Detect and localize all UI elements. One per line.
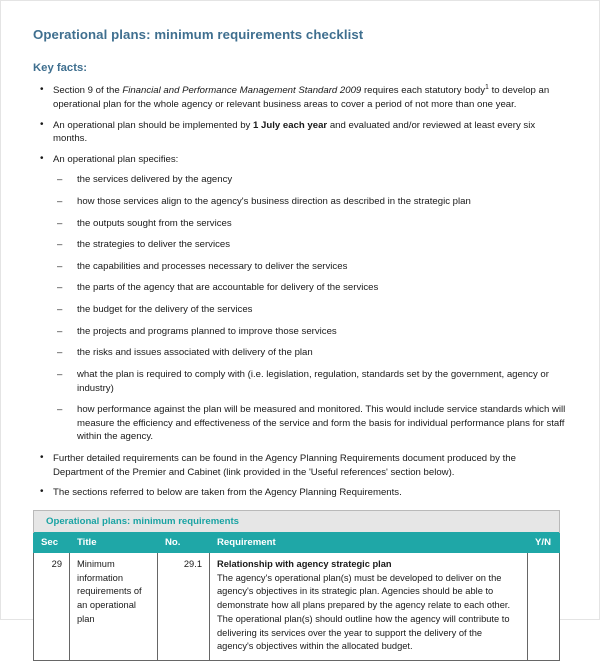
- key-fact-bullet-1: [33, 84, 567, 111]
- list-item: – how those services align to the agency's business direction as described in the strategic plan: [55, 195, 567, 209]
- footnote-marker-1: 1: [485, 84, 489, 92]
- list-item: – how performance against the plan will be measured and monitored. This would include service standards which will measure the efficiency and effectiveness of the service and form the basis for individual performance plans for staff within the agency.: [55, 403, 567, 444]
- column-header-no: No.: [158, 532, 210, 552]
- requirement-paragraph-1: The agency's operational plan(s) must be developed to deliver on the agency's objectives in its strategic plan. Agencies should be able to demonstrate how all plans prepared by the agency relate to each other.: [217, 572, 511, 611]
- bullet-2-text-b: and evaluated and/or reviewed at least every six months.: [53, 119, 536, 145]
- list-item: – the capabilities and processes necessary to deliver the services: [55, 260, 567, 274]
- table-row: [34, 552, 560, 660]
- bullet-1-italic-standard-name: Financial and Performance Management Standard 2009: [122, 85, 362, 97]
- table-header-row: [34, 532, 560, 552]
- list-item: – the projects and programs planned to improve those services: [55, 325, 567, 339]
- cell-sec: 29: [34, 552, 70, 660]
- key-fact-bullet-4: • Further detailed requirements can be found in the Agency Planning Requirements document produced by the Department of the Premier and Cabinet (link provided in the 'Useful references' section below).: [33, 452, 567, 479]
- table-caption-row: [34, 510, 560, 532]
- list-item: – the services delivered by the agency: [55, 173, 567, 187]
- cell-no: 29.1: [158, 552, 210, 660]
- key-fact-bullet-2: [33, 119, 567, 146]
- column-header-yn: Y/N: [528, 532, 560, 552]
- list-item: – the outputs sought from the services: [55, 217, 567, 231]
- key-fact-bullet-5: • The sections referred to below are taken from the Agency Planning Requirements.: [33, 486, 567, 500]
- bullet-1-text-c: to develop an operational plan for the whole agency or relevant business areas to cover a period of not more than one year.: [53, 85, 550, 110]
- bullet-2-bold-deadline: 1 July each year: [253, 119, 328, 131]
- key-fact-bullet-3: [33, 153, 567, 167]
- requirement-paragraph-2: The operational plan(s) should outline how the agency will contribute to delivering its services over the year to support the delivery of the agency's objectives within the allocated budget.: [217, 613, 510, 652]
- requirements-table-wrapper: [33, 510, 559, 661]
- column-header-sec: Sec: [34, 532, 70, 552]
- cell-yn-checkbox[interactable]: [528, 552, 560, 660]
- bullet-3-text: An operational plan specifies:: [53, 153, 179, 165]
- list-item: – the parts of the agency that are accountable for delivery of the services: [55, 281, 567, 295]
- operational-plan-specifies-wrap: [33, 173, 567, 444]
- table-caption: Operational plans: minimum requirements: [34, 510, 560, 532]
- bullet-2-text-a: An operational plan should be implemented by: [53, 119, 254, 131]
- list-item: – the strategies to deliver the services: [55, 238, 567, 252]
- section-heading-key-facts: Key facts:: [33, 61, 87, 74]
- bullet-1-text-b: requires each statutory body: [361, 85, 486, 97]
- bullet-1-text-a: Section 9 of the: [53, 85, 123, 97]
- column-header-title: Title: [70, 532, 158, 552]
- key-facts-list: [33, 84, 567, 166]
- operational-plan-specifies-list: [55, 173, 567, 444]
- key-facts-list-continued: [33, 452, 567, 500]
- requirement-heading: Relationship with agency strategic plan: [217, 558, 392, 569]
- list-item: – the risks and issues associated with delivery of the plan: [55, 346, 567, 360]
- requirements-table: [33, 510, 560, 661]
- page-title: Operational plans: minimum requirements checklist: [33, 27, 364, 42]
- cell-title: Minimum information requirements of an operational plan: [70, 552, 158, 660]
- cell-requirement: [210, 552, 528, 660]
- list-item: – the budget for the delivery of the services: [55, 303, 567, 317]
- column-header-requirement: Requirement: [210, 532, 528, 552]
- list-item: – what the plan is required to comply with (i.e. legislation, regulation, standards set by the government, agency or industry): [55, 368, 567, 395]
